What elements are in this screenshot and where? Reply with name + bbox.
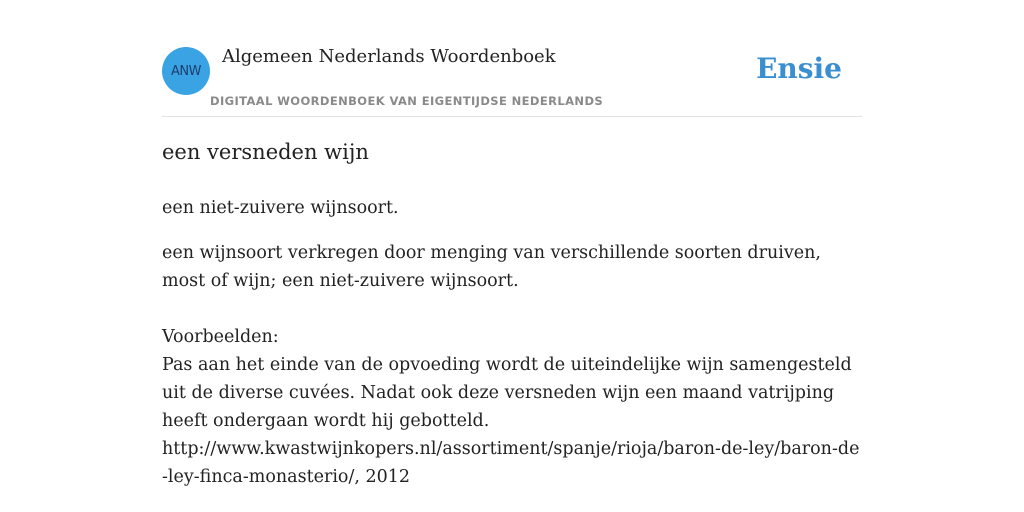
- examples-section: [162, 323, 862, 491]
- short-definition: een niet-zuivere wijnsoort.: [162, 198, 399, 218]
- anw-logo-text: ANW: [171, 63, 201, 79]
- long-definition: [162, 239, 862, 295]
- source-subtitle: DIGITAAL WOORDENBOEK VAN EIGENTIJDSE NEDERLANDS: [210, 94, 604, 108]
- examples-label: Voorbeelden:: [162, 327, 279, 347]
- page-container: [162, 0, 862, 487]
- anw-logo[interactable]: [162, 47, 210, 95]
- ensie-brand-link[interactable]: Ensie: [756, 52, 842, 85]
- page-header: [162, 0, 862, 117]
- example-text: Pas aan het einde van de opvoeding wordt de uiteindelijke wijn samengesteld uit de diverse cuvées. Nadat ook deze versneden wijn een maand vatrijping heeft ondergaan wordt hij gebotteld.: [162, 355, 852, 431]
- source-title[interactable]: Algemeen Nederlands Woordenboek: [222, 46, 556, 67]
- long-definition-text: een wijnsoort verkregen door menging van verschillende soorten druiven, most of wijn; een niet-zuivere wijnsoort.: [162, 243, 821, 291]
- entry-term: een versneden wijn: [162, 140, 369, 164]
- example-source: http://www.kwastwijnkopers.nl/assortiment/spanje/rioja/baron-de-ley/baron-de-ley-finca-monasterio/, 2012: [162, 439, 860, 487]
